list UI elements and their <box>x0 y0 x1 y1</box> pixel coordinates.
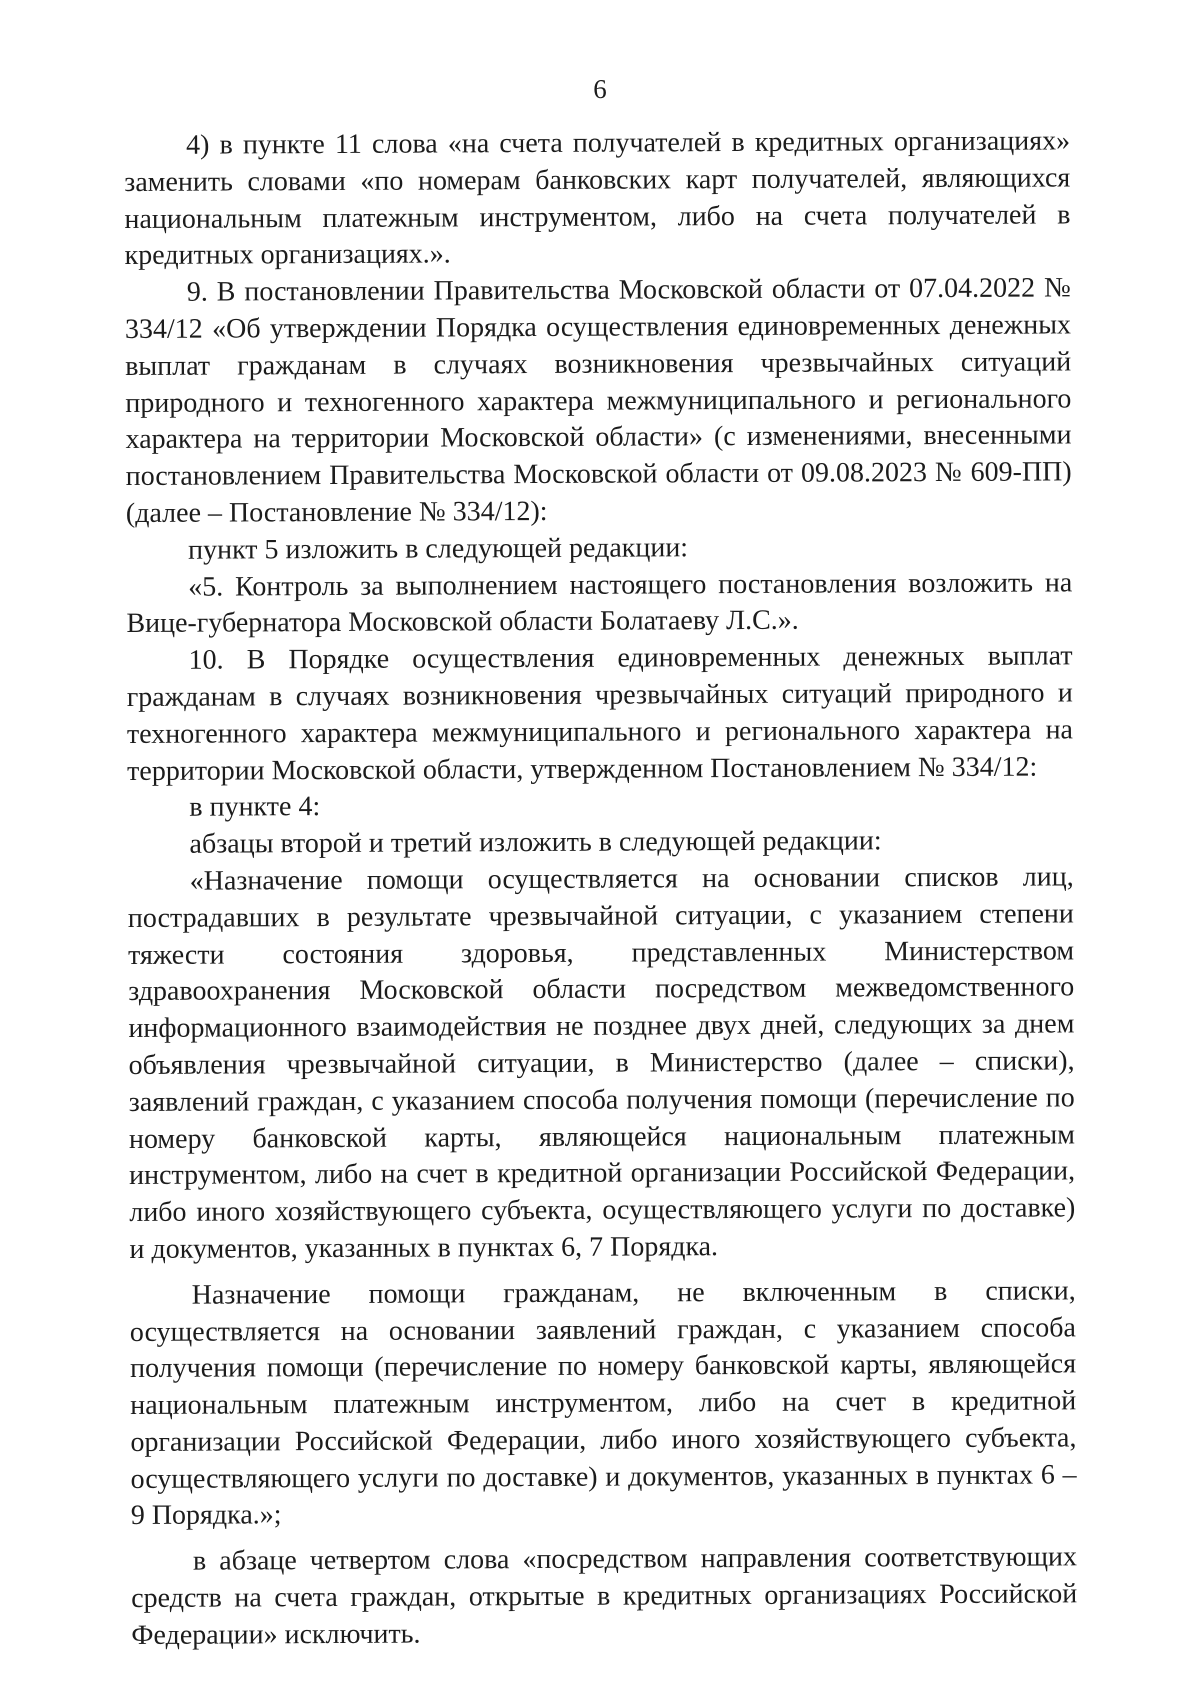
paragraph-point-5-text: «5. Контроль за выполнением настоящего постановления возложить на Вице-губернатора Московской области Болатаеву Л.С.». <box>126 566 1073 640</box>
paragraph-section-9: 9. В постановлении Правительства Московской области от 07.04.2022 № 334/12 «Об утверждении Порядка осуществления единовременных денежных выплат гражданам в случаях возникновения чрезвычайных ситуаций природного и техногенного характера межмуниципального и регионального характера на территории Московской области» (с изменениями, внесенными постановлением Правительства Московской области от 09.08.2023 № 609-ПП) (далее – Постановление № 334/12): <box>124 272 1072 529</box>
paragraph-point-4: в пункте 4: <box>189 791 321 824</box>
paragraph-assignment-lists: «Назначение помощи осуществляется на основании списков лиц, пострадавших в результате чрезвычайной ситуации, с указанием степени тяжести состояния здоровья, представленных Министерством здравоохранения Московской области посредством межведомственного информационного взаимодействия не позднее двух дней, следующих за днем объявления чрезвычайной ситуации, в Министерство (далее – списки), заявлений граждан, с указанием способа получения помощи (перечисление по номеру банковской карты, являющейся национальным платежным инструментом, либо на счет в кредитной организации Российской Федерации, либо иного хозяйствующего субъекта, осуществляющего услуги по доставке) и документов, указанных в пунктах 6, 7 Порядка. <box>127 861 1076 1265</box>
paragraph-point-5-instruction: пункт 5 изложить в следующей редакции: <box>187 532 689 566</box>
paragraph-assignment-not-listed: Назначение помощи гражданам, не включенным в списки, осуществляется на основании заявлений граждан, с указанием способа получения помощи (перечисление по номеру банковской карты, являющейся национальным платежным инструментом, либо на счет в кредитной организации Российской Федерации, либо иного хозяйствующего субъекта, осуществляющего услуги по доставке) и документов, указанных в пунктах 6 – 9 Порядка.»; <box>129 1275 1077 1532</box>
paragraph-section-10: 10. В Порядке осуществления единовременных денежных выплат гражданам в случаях возникновения чрезвычайных ситуаций природного и техногенного характера межмуниципального и регионального характера на территории Московской области, утвержденном Постановлением № 334/12: <box>126 640 1074 787</box>
paragraph-abzats-instruction: абзацы второй и третий изложить в следующей редакции: <box>189 825 882 860</box>
paragraph-item-4: 4) в пункте 11 слова «на счета получателей в кредитных организациях» заменить словами «по номерам банковских карт получателей, являющихся национальным платежным инструментом, либо на счета получателей в кредитных организациях.». <box>124 125 1071 272</box>
document-body <box>124 123 1077 1654</box>
page-number: 6 <box>593 74 607 104</box>
paragraph-abzats-4: в абзаце четвертом слова «посредством направления соответствующих средств на счета граждан, открытые в кредитных организациях Российской Федерации» исключить. <box>131 1541 1078 1651</box>
